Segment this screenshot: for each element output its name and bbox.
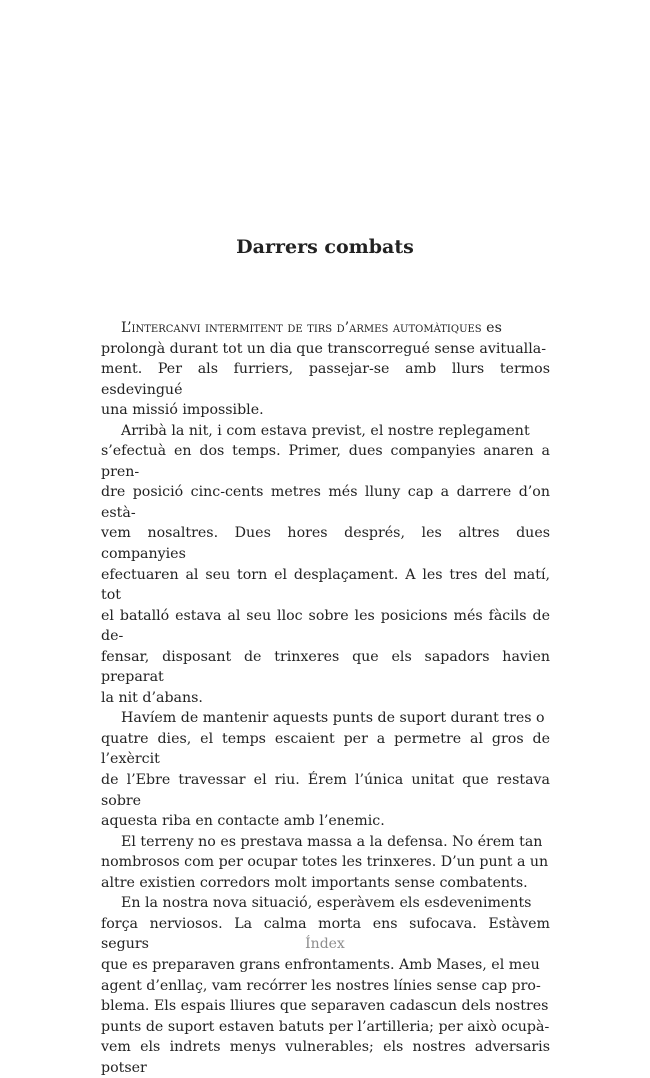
index-link[interactable]: Índex [305,936,345,952]
paragraph-lead-smallcaps: L’intercanvi intermitent de tirs d’armes automàtiques [121,320,482,336]
paragraph-text: El terreny no es prestava massa a la defensa. No érem tan nombrosos com per ocupar totes les trinxeres. D’un punt a un altre existien corredors molt importants sense combatents. [101,833,549,891]
paragraph-text: es prolongà durant tot un dia que transcorregué sense avitualla- ment. Per als furriers, passejar-se amb llurs termos esdevingué una missió impossible. [101,320,550,419]
paragraph [101,318,550,421]
paragraph [101,832,550,894]
paragraph-text: En la nostra nova situació, esperàvem els esdeveniments força nerviosos. La calma morta ens sufocava. Estàvem segurs que es preparaven grans enfrontaments. Amb Mases, el meu agent d’enllaç, vam recórrer les nostres línies sense cap pro- blema. Els espais lliures que separaven cadascun dels nostres punts de suport estaven batuts per l’artilleria; per això ocupà- vem els indrets menys vulnerables; els nostres adversaris potser [101,895,550,1076]
paragraph [101,421,550,709]
chapter-body [101,318,550,1078]
chapter-title: Darrers combats [236,236,414,258]
paragraph [101,708,550,831]
paragraph [101,893,550,1078]
paragraph-text: Arribà la nit, i com estava previst, el nostre replegament s’efectuà en dos temps. Primer, dues companyies anaren a pren- dre posició cinc-cents metres més lluny cap a darrere d’on està- vem nosaltres. Dues hores després, les altres dues companyies efectuaren al seu torn el desplaçament. A les tres del matí, tot el batalló estava al seu lloc sobre les posicions més fàcils de de- fensar, disposant de trinxeres que els sapadors havien preparat la nit d’abans. [101,422,550,706]
paragraph-text: Havíem de mantenir aquests punts de suport durant tres o quatre dies, el temps escaient per a permetre al gros de l’exèrcit de l’Ebre travessar el riu. Érem l’única unitat que restava sobre aquesta riba en contacte amb l’enemic. [101,710,550,830]
